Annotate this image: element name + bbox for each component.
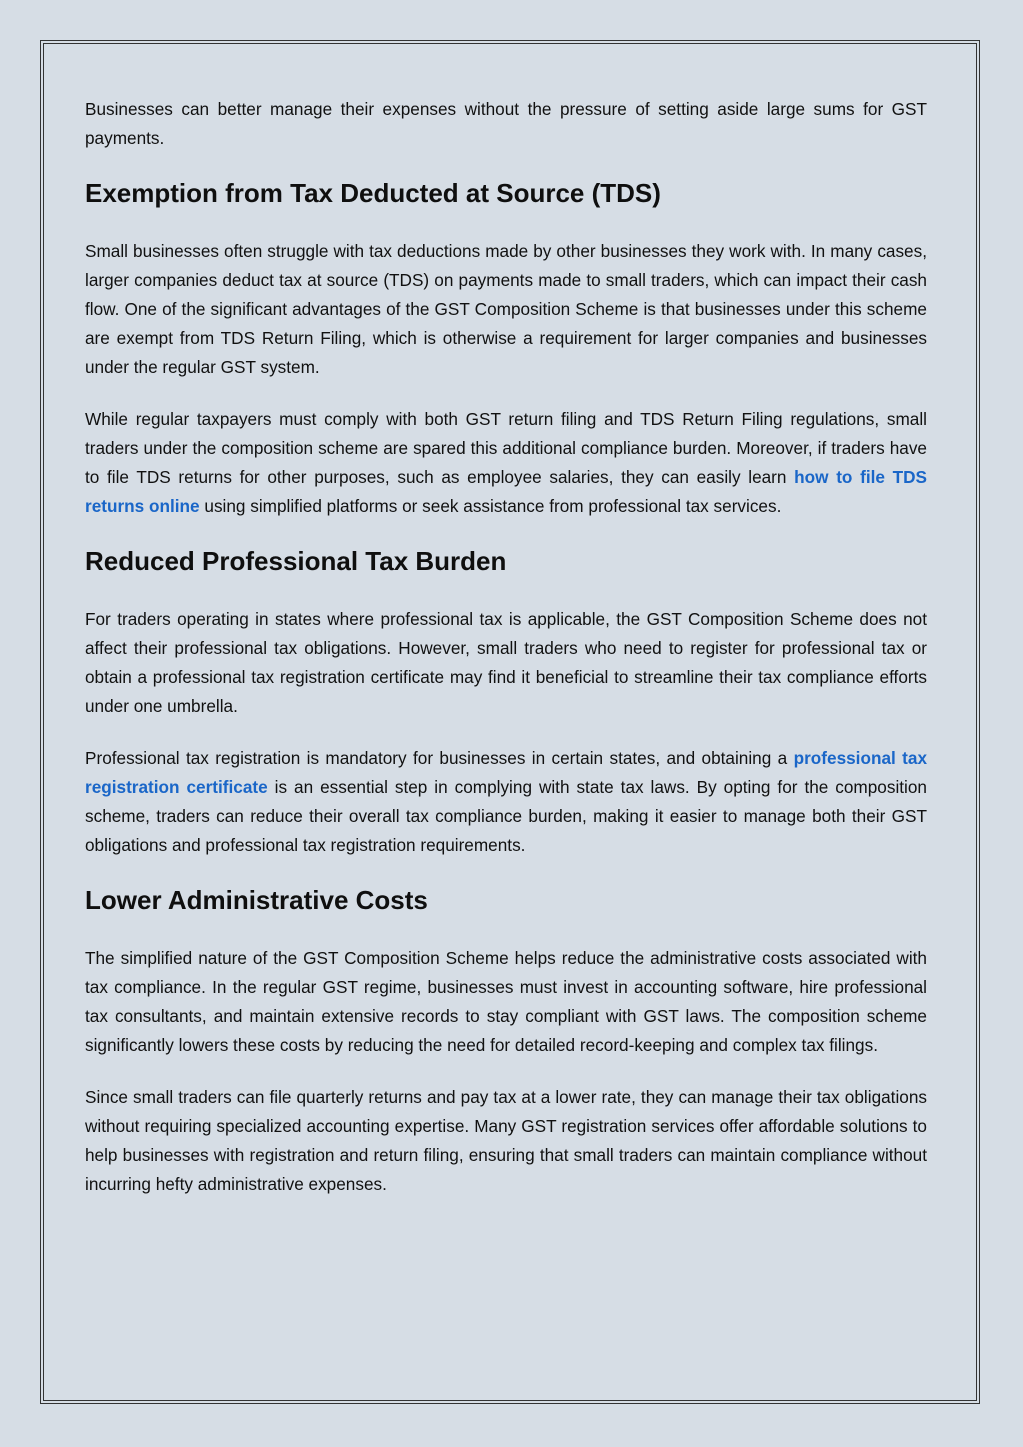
professional-paragraph-2-text-after: is an essential step in complying with state tax laws. By opting for the composition scheme, traders can reduce their overall tax compliance burden, making it easier to manage both their GST obligations and professional tax registration requirements.	[85, 777, 927, 855]
professional-paragraph-1: For traders operating in states where professional tax is applicable, the GST Composition Scheme does not affect their professional tax obligations. However, small traders who need to register for professional tax or obtain a professional tax registration certificate may find it beneficial to streamline their tax compliance efforts under one umbrella.	[85, 609, 927, 716]
link-file-tds-returns-online[interactable]: how to file TDS returns online	[85, 467, 928, 516]
tds-paragraph-2	[85, 405, 927, 521]
professional-paragraph-2	[85, 744, 927, 860]
link-professional-tax-registration-certificate[interactable]: professional tax registration certificate	[85, 748, 927, 797]
intro-paragraph: Businesses can better manage their expenses without the pressure of setting aside large sums for GST payments.	[85, 99, 927, 148]
tds-paragraph-2-text-after: using simplified platforms or seek assistance from professional tax services.	[199, 496, 782, 516]
heading-administrative-costs: Lower Administrative Costs	[85, 885, 428, 915]
document-body	[85, 95, 927, 1222]
heading-professional-tax: Reduced Professional Tax Burden	[85, 546, 507, 576]
professional-paragraph-2-text-before: Professional tax registration is mandatory for businesses in certain states, and obtaining a	[85, 748, 794, 768]
admin-paragraph-2: Since small traders can file quarterly returns and pay tax at a lower rate, they can manage their tax obligations without requiring specialized accounting expertise. Many GST registration services offer affordable solutions to help businesses with registration and return filing, ensuring that small traders can maintain compliance without incurring hefty administrative expenses.	[85, 1087, 927, 1194]
tds-paragraph-1: Small businesses often struggle with tax deductions made by other businesses they work with. In many cases, larger companies deduct tax at source (TDS) on payments made to small traders, which can impact their cash flow. One of the significant advantages of the GST Composition Scheme is that businesses under this scheme are exempt from TDS Return Filing, which is otherwise a requirement for larger companies and businesses under the regular GST system.	[85, 241, 927, 377]
heading-tds-exemption: Exemption from Tax Deducted at Source (TDS)	[85, 178, 661, 208]
tds-paragraph-2-text-before: While regular taxpayers must comply with both GST return filing and TDS Return Filing regulations, small traders under the composition scheme are spared this additional compliance burden. Moreover, if traders have to file TDS returns for other purposes, such as employee salaries, they can easily learn	[85, 409, 927, 487]
admin-paragraph-1: The simplified nature of the GST Composition Scheme helps reduce the administrative costs associated with tax compliance. In the regular GST regime, businesses must invest in accounting software, hire professional tax consultants, and maintain extensive records to stay compliant with GST laws. The composition scheme significantly lowers these costs by reducing the need for detailed record-keeping and complex tax filings.	[85, 948, 927, 1055]
